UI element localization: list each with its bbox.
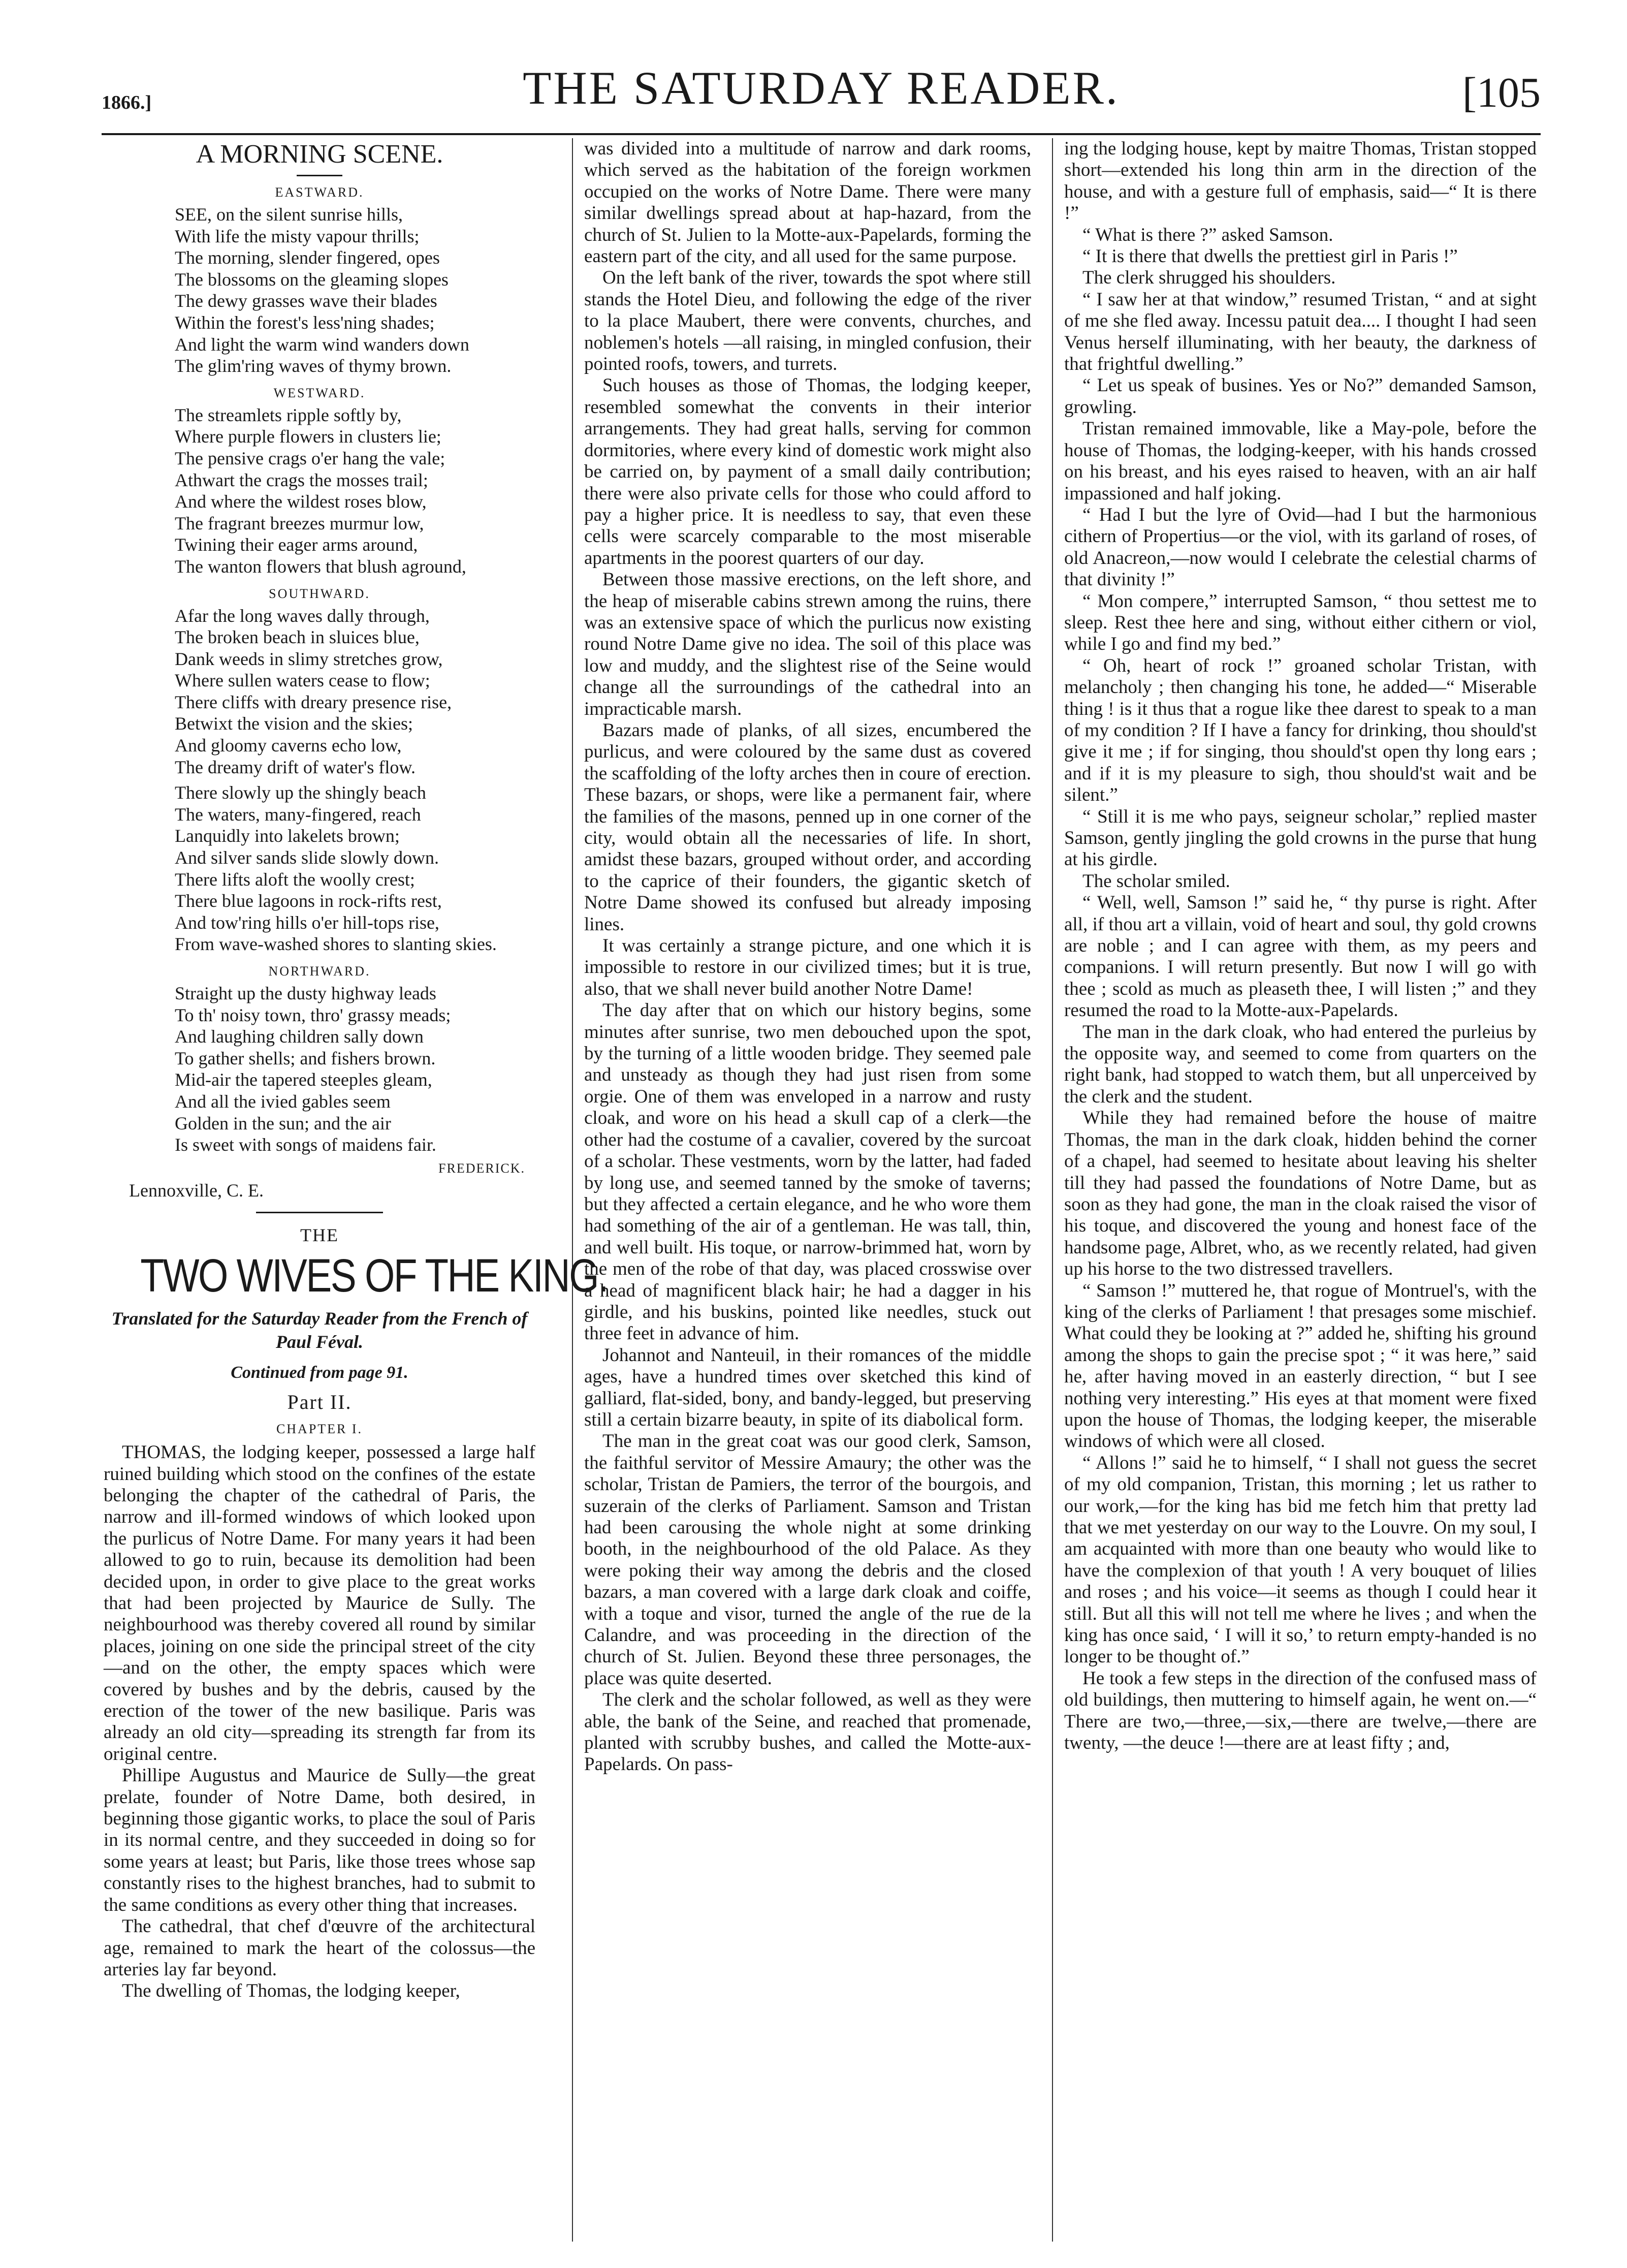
story-paragraph: The dwelling of Thomas, the lodging keeper, <box>122 1980 460 2002</box>
poem-line: SEE, on the silent sunrise hills, <box>175 204 403 225</box>
poem-line: Twining their eager arms around, <box>175 534 418 555</box>
column-divider <box>1052 138 1053 2242</box>
poem-line: To gather shells; and fishers brown. <box>175 1048 436 1068</box>
story-paragraph: While they had remained before the house of maitre Thomas, the man in the dark cloak, hidden behind the corner of a chapel, had seemed to hesitate about leaving his shelter till they had passed the foundations of Notre Dame, but as soon as they had gone, the man in the cloak raised the visor of his toque, and discovered the young and honest face of the handsome page, Albret, who, as we recently related, had given up his horse to the two distressed travellers. <box>1064 1108 1537 1280</box>
poem-line: The morning, slender fingered, opes <box>175 247 440 268</box>
poem-line: And laughing children sally down <box>175 1026 424 1047</box>
story-paragraph: ing the lodging house, kept by maitre Thomas, Tristan stopped short—extended his long thin arm in the direction of the house, and with a gesture full of emphasis, said—“ It is there !” <box>1064 138 1537 224</box>
title-rule <box>297 175 342 176</box>
poem-line: Dank weeds in slimy stretches grow, <box>175 648 443 669</box>
poem-body <box>104 181 535 1156</box>
poem-line: There lifts aloft the woolly crest; <box>175 869 415 890</box>
story-paragraph: Tristan remained immovable, like a May-pole, before the house of Thomas, the lodging-keeper, with his hands crossed on his breast, and his eyes raised to heaven, with an air half impassioned and half joking. <box>1064 418 1537 504</box>
column-3 <box>1064 138 1537 1754</box>
column-divider <box>572 138 573 2242</box>
story-paragraph: “ Mon compere,” interrupted Samson, “ thou settest me to sleep. Rest thee here and sing, without either cithern or viol, while I go and find my bed.” <box>1064 590 1537 655</box>
story-title-prefix: THE <box>300 1225 339 1246</box>
poem-line: Straight up the dusty highway leads <box>175 983 436 1003</box>
poem-line: The fragrant breezes murmur low, <box>175 513 424 533</box>
poem-stanza <box>104 983 535 1156</box>
story-paragraph: “ It is there that dwells the prettiest girl in Paris !” <box>1082 246 1458 267</box>
story-paragraph: was divided into a multitude of narrow and dark rooms, which served as the habitation of the foreign workmen occupied on the works of Notre Dame. There were many similar dwellings spread about at hap-hazard, from the church of St. Julien to la Motte-aux-Papelards, forming the eastern part of the city, and all used for the same purpose. <box>584 138 1031 267</box>
story-paragraph: The clerk and the scholar followed, as well as they were able, the bank of the Seine, and reached that promenade, planted with scrubby bushes, and called the Motte-aux-Papelards. On pass- <box>584 1689 1031 1775</box>
poem-section-heading: NORTHWARD. <box>268 964 371 979</box>
poem-line: With life the misty vapour thrills; <box>175 226 420 246</box>
story-title: TWO WIVES OF THE KING. <box>140 1250 608 1302</box>
story-paragraph: “ What is there ?” asked Samson. <box>1082 224 1333 245</box>
poem-line: The wanton flowers that blush aground, <box>175 556 466 577</box>
column-1 <box>104 138 608 2002</box>
chapter-heading: CHAPTER I. <box>276 1422 363 1437</box>
poem-line: And tow'ring hills o'er hill-tops rise, <box>175 912 439 933</box>
poem-stanza <box>104 605 535 956</box>
poem-line: From wave-washed shores to slanting skies. <box>175 934 497 955</box>
story-paragraph: The man in the great coat was our good clerk, Samson, the faithful servitor of Messire Amaury; the other was the scholar, Tristan de Pamiers, the terror of the bourgois, and suzerain of the clerks of Parliament. Samson and Tristan had been carousing the whole night at some drinking booth, in the neighbourhood of the old Palace. As they were poking their way among the debris and the closed bazars, a man covered with a large dark cloak and coiffe, with a toque and visor, turned the angle of the rue de la Calandre, and was proceeding in the direction of the church of St. Julien. Beyond these three personages, the place was quite deserted. <box>584 1431 1031 1689</box>
story-paragraph: On the left bank of the river, towards the spot where still stands the Hotel Dieu, and following the edge of the river to la place Maubert, there were convents, churches, and noblemen's hotels —all raising, in mingled confusion, their pointed roofs, towers, and turrets. <box>584 267 1031 375</box>
masthead <box>102 61 1541 127</box>
poem-line: Where purple flowers in clusters lie; <box>175 426 441 447</box>
poem-line: Golden in the sun; and the air <box>175 1113 391 1133</box>
story-paragraph: The cathedral, that chef d'œuvre of the architectural age, remained to mark the heart of the colossus—the arteries lay far beyond. <box>104 1916 535 1980</box>
story-paragraph: THOMAS, the lodging keeper, possessed a large half ruined building which stood on the confines of the estate belonging the chapter of the cathedral of Paris, the narrow and ill-formed windows of which looked upon the purlicus of Notre Dame. For many years it had been allowed to go to ruin, because its demolition had been decided upon, in order to give place to the great works that had been projected by Maurice de Sully. The neighbourhood was thereby covered all round by similar places, joining on one side the principal street of the city—and on the other, the empty spaces which were covered by bushes and by the debris, caused by the erection of the tower of the new basilique. Paris was already an old city—spreading its strength far from its original centre. <box>104 1442 535 1765</box>
poem-section-heading: WESTWARD. <box>273 385 366 400</box>
poem-line: And silver sands slide slowly down. <box>175 847 439 868</box>
poem-line: Is sweet with songs of maidens fair. <box>175 1135 436 1155</box>
story-text-col1 <box>104 1442 535 2002</box>
story-paragraph: “ Still it is me who pays, seigneur scholar,” replied master Samson, gently jingling the gold crowns in the purse that hung at his girdle. <box>1064 806 1537 870</box>
poem-line: Mid-air the tapered steeples gleam, <box>175 1069 432 1090</box>
translation-note: Translated for the Saturday Reader from the French of Paul Féval. <box>111 1308 528 1352</box>
story-paragraph: The man in the dark cloak, who had entered the purleius by the opposite way, and seemed to come from quarters on the right bank, had stopped to watch them, but all unperceived by the clerk and the student. <box>1064 1021 1537 1107</box>
story-paragraph: It was certainly a strange picture, and one which it is impossible to restore in our civilized times; but it is true, also, that we shall never build another Notre Dame! <box>584 935 1031 999</box>
poem-line: The streamlets ripple softly by, <box>175 404 402 425</box>
story-paragraph: The scholar smiled. <box>1082 870 1230 892</box>
story-paragraph: “ Let us speak of busines. Yes or No?” demanded Samson, growling. <box>1064 375 1537 418</box>
story-paragraph: Johannot and Nanteuil, in their romances of the middle ages, have a hundred times over sketched this kind of galliard, flat-sided, bony, and bandy-legged, but preserving still a certain bizarre beauty, in spite of its diabolical form. <box>584 1344 1031 1430</box>
poem-line: And all the ivied gables seem <box>175 1091 391 1112</box>
story-paragraph: “ Had I but the lyre of Ovid—had I but the harmonious cithern of Propertius—or the viol, with its garland of roses, of old Anacreon,—now would I celebrate the celestial charms of that divinity !” <box>1064 504 1537 590</box>
poem-line: The dewy grasses wave their blades <box>175 291 437 311</box>
poem-line: Within the forest's less'ning shades; <box>175 312 435 333</box>
story-paragraph: The clerk shrugged his shoulders. <box>1082 267 1336 289</box>
poem-line: The pensive crags o'er hang the vale; <box>175 448 445 468</box>
poem-line: And gloomy caverns echo low, <box>175 735 402 756</box>
poem-line: Betwixt the vision and the skies; <box>175 713 413 734</box>
poem-line: To th' noisy town, thro' grassy meads; <box>175 1004 451 1025</box>
poem-line: The dreamy drift of water's flow. <box>175 757 416 777</box>
story-paragraph: “ Oh, heart of rock !” groaned scholar Tristan, with melancholy ; then changing his tone, he added—“ Miserable thing ! is it thus that a rogue like thee darest to speak to a man of my condition ? If I have a fancy for drinking, thou should'st give it me ; if for singing, thou should'st open thy long ears ; and if it is my pleasure to sigh, thou should'st wait and be silent.” <box>1064 655 1537 806</box>
page-number: [105 <box>1462 69 1541 116</box>
poem-line: The broken beach in sluices blue, <box>175 627 420 648</box>
poem-line: There blue lagoons in rock-rifts rest, <box>175 891 442 911</box>
story-paragraph: Such houses as those of Thomas, the lodging keeper, resembled somewhat the convents in their interior arrangements. They had great halls, serving for common dormitories, where every kind of domestic work might also be carried on, by payment of a small daily contribution; there were also private cells for those who could afford to pay a higher price. It is needless to say, that even these cells were scarcely comparable to the most miserable apartments in the poorest quarters of our day. <box>584 375 1031 569</box>
story-paragraph: Phillipe Augustus and Maurice de Sully—the great prelate, founder of Notre Dame, both desired, in beginning those gigantic works, to place the soul of Paris in its normal centre, and they succeeded in doing so for some years at least; but Paris, like those trees whose sap constantly rises to the highest branches, had to submit to the same conditions as every other thing that increases. <box>104 1765 535 1915</box>
story-paragraph: He took a few steps in the direction of the confused mass of old buildings, then muttering to himself again, he went on.—“ There are two,—three,—six,—there are twelve,—there are twenty, —the deuce !—there are at least fifty ; and, <box>1064 1667 1537 1754</box>
poem-stanza <box>104 404 535 578</box>
continued-note: Continued from page 91. <box>231 1363 408 1382</box>
story-paragraph: Bazars made of planks, of all sizes, encumbered the purlicus, and were coloured by the same dust as covered the scaffolding of the lofty arches then in coure of erection. These bazars, or shops, were like a permanent fair, where the families of the masons, penned up in one corner of the city, would obtain all the necessaries of life. In short, amidst these bazars, grouped without order, and according to the caprice of their founders, the gigantic sketch of Notre Dame showed its confused but already imposing lines. <box>584 719 1031 935</box>
poem-line: The glim'ring waves of thymy brown. <box>175 356 452 376</box>
poem-line: And where the wildest roses blow, <box>175 491 427 512</box>
story-paragraph: “ Samson !” muttered he, that rogue of Montruel's, with the king of the clerks of Parliament ! that presages some mischief. What could they be looking at ?” added he, shifting his ground among the shops to gain the precise spot ; “ it was here,” said he, after having moved in an easterly direction, “ but I see nothing very interesting.” His eyes at that moment were fixed upon the house of Thomas, the lodging keeper, the miserable windows of which were all closed. <box>1064 1280 1537 1452</box>
poem-line: Lanquidly into lakelets brown; <box>175 826 400 846</box>
poem-line: Where sullen waters cease to flow; <box>175 670 430 691</box>
header-rule <box>102 133 1541 135</box>
issue-date: 1866.] <box>102 92 152 113</box>
poem-section-heading: EASTWARD. <box>275 185 364 200</box>
poem-signature: FREDERICK. <box>438 1160 525 1176</box>
story-paragraph: “ Allons !” said he to himself, “ I shall not guess the secret of my old companion, Tristan, this morning ; let us rather to our work,—for the king has bid me fetch him that pretty lad that we met yesterday on our way to the Louvre. On my soul, I am acquainted with more than one beauty who would like to have the complexion of that youth ! A very bouquet of lilies and roses ; and his voice—it seems as though I could hear it still. But all this will not tell me where he lives ; and when the king has once said, ‘ I will it so,’ to return empty-handed is no longer to be thought of.” <box>1064 1452 1537 1667</box>
story-paragraph: “ I saw her at that window,” resumed Tristan, “ and at sight of me she fled away. Incessu patuit dea.... I thought I had seen Venus herself illuminating, with her beauty, the darkness of that frightful dwelling.” <box>1064 289 1537 375</box>
poem-line: And light the warm wind wanders down <box>175 334 469 355</box>
part-heading: Part II. <box>287 1391 352 1414</box>
story-paragraph: The day after that on which our history begins, some minutes after sunrise, two men debouched upon the spot, by the turning of a little wooden bridge. They seemed pale and unsteady as though they had just risen from some orgie. One of them was enveloped in a narrow and rusty cloak, and wore on his head a skull cap of a clerk—the other had the costume of a cavalier, covered by the surcoat of a scholar. These vestments, worn by the latter, had faded by long use, and seemed tanned by the smoke of taverns; but they affected a certain elegance, and he who wore them had something of the air of a gentleman. He was tall, thin, and well built. His toque, or narrow-brimmed hat, worn by the men of the robe of that day, was placed crosswise over a head of magnificent black hair; he had a dagger in his girdle, and his buskins, pointed like needles, stuck out three feet in advance of him. <box>584 1000 1031 1344</box>
poem-line: The waters, many-fingered, reach <box>175 804 421 825</box>
poem-title: A MORNING SCENE. <box>196 140 443 169</box>
poem-line: The blossoms on the gleaming slopes <box>175 269 449 290</box>
poem-section-heading: SOUTHWARD. <box>269 586 370 601</box>
poem-line: There cliffs with dreary presence rise, <box>175 691 452 712</box>
story-paragraph: “ Well, well, Samson !” said he, “ thy purse is right. After all, if thou art a villain, void of heart and soul, thy gold crowns are noble ; and I can agree with them, as my peers and companions. I will return presently. But now I will go with thee ; scold as much as pleaseth thee, I will listen ;” and they resumed the road to la Motte-aux-Papelards. <box>1064 892 1537 1021</box>
poem-place: Lennoxville, C. E. <box>129 1180 264 1201</box>
poem-line: Athwart the crags the mosses trail; <box>175 469 428 490</box>
poem-stanza <box>104 204 535 377</box>
section-rule <box>256 1212 383 1213</box>
story-paragraph: Between those massive erections, on the left shore, and the heap of miserable cabins strewn among the ruins, there was an extensive space of which the purlicus now existing round Notre Dame give no idea. The soil of this place was low and muddy, and the slightest rise of the Seine would change all the surroundings of the cathedral into an impracticable marsh. <box>584 569 1031 719</box>
poem-line: Afar the long waves dally through, <box>175 605 430 626</box>
poem-line: There slowly up the shingly beach <box>175 782 426 803</box>
column-2 <box>584 138 1031 1776</box>
newspaper-title: THE SATURDAY READER. <box>523 62 1120 114</box>
